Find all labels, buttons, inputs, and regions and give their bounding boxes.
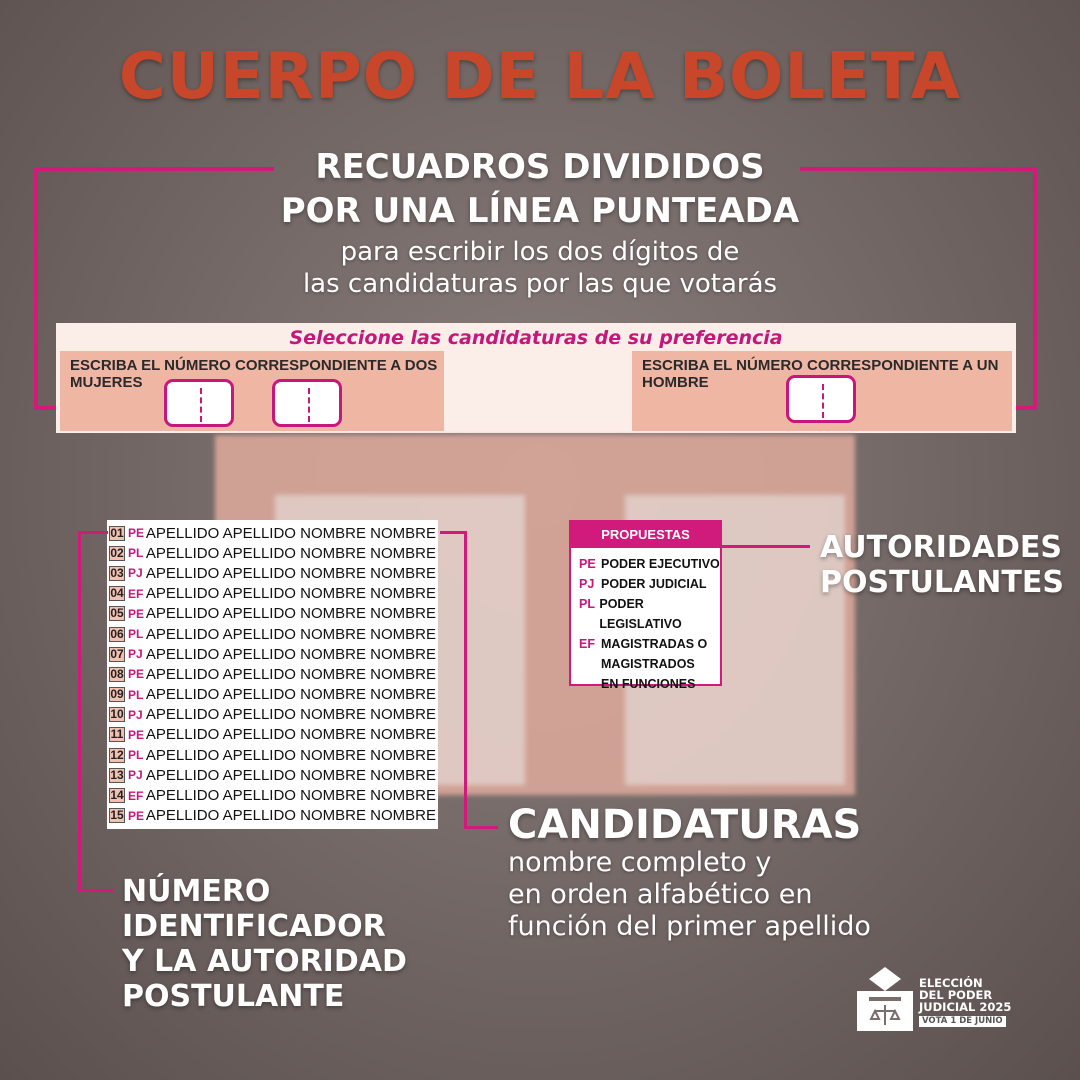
candidate-authority-code: PJ [128,768,143,783]
desc-line: nombre completo y [508,847,772,878]
label-line: NÚMERO [122,874,271,909]
desc-line: en orden alfabético en [508,879,813,910]
election-logo [855,965,1025,1037]
women-label: ESCRIBA EL NÚMERO CORRESPONDIENTE A DOS MUJERES [70,357,438,391]
candidate-row [109,725,436,745]
candidate-number: 09 [110,687,124,702]
propuesta-code [579,654,601,674]
candidate-authority-code: EF [128,586,144,601]
candidate-number: 12 [110,747,124,762]
candidate-row [109,785,436,805]
candidate-authority-code: PE [128,526,145,541]
propuesta-item [571,574,720,594]
candidate-name: APELLIDO APELLIDO NOMBRE NOMBRE [145,706,436,724]
candidate-number: 08 [110,666,124,681]
propuesta-code: EF [579,637,595,651]
candidate-number: 10 [110,707,124,722]
propuesta-text: PODER JUDICIAL [601,577,707,591]
candidaturas-label [508,803,948,943]
candidate-row [109,806,436,826]
candidate-row [109,685,436,705]
candidate-name: APELLIDO APELLIDO NOMBRE NOMBRE [145,585,436,603]
label-line: POSTULANTES [820,565,1064,600]
connector-line [34,167,274,171]
man-label: ESCRIBA EL NÚMERO CORRESPONDIENTE A UN HOMBRE [642,357,999,391]
man-panel [632,351,1012,431]
candidate-row [109,765,436,785]
candidate-authority-code: PJ [128,707,143,722]
ballot-box-icon [855,965,915,1033]
candidate-name: APELLIDO APELLIDO NOMBRE NOMBRE [145,564,436,582]
label-line: AUTORIDADES [820,530,1063,565]
propuesta-code: PE [579,557,596,571]
candidate-name: APELLIDO APELLIDO NOMBRE NOMBRE [145,686,436,704]
logo-text [919,977,1011,1027]
candidate-number: 04 [110,586,124,601]
label-line: POSTULANTE [122,979,345,1014]
connector-line [78,531,108,534]
candidate-number: 03 [110,565,124,580]
propuesta-text: EN FUNCIONES [601,677,696,691]
candidate-row [109,644,436,664]
candidate-name: APELLIDO APELLIDO NOMBRE NOMBRE [145,625,436,643]
candidate-number: 06 [110,626,124,641]
candidate-row [109,584,436,604]
candidate-name: APELLIDO APELLIDO NOMBRE NOMBRE [145,726,436,744]
candidate-number: 14 [110,788,124,803]
women-panel [60,351,444,431]
candidate-name: APELLIDO APELLIDO NOMBRE NOMBRE [145,665,436,683]
digit-box[interactable] [786,375,856,423]
candidate-number: 13 [110,767,124,782]
logo-line: JUDICIAL 2025 [919,1000,1012,1014]
candidate-authority-code: PE [128,667,145,682]
propuesta-text: PODER LEGISLATIVO [599,597,682,631]
digit-box[interactable] [164,379,234,427]
candidate-authority-code: PL [128,627,144,642]
candidate-name: APELLIDO APELLIDO NOMBRE NOMBRE [145,807,436,825]
candidate-row [109,563,436,583]
logo-line: DEL PODER [919,988,993,1002]
candidate-number: 07 [110,646,124,661]
candidate-name: APELLIDO APELLIDO NOMBRE NOMBRE [145,544,436,562]
candidate-name: APELLIDO APELLIDO NOMBRE NOMBRE [145,746,436,764]
propuesta-code [579,674,601,694]
candidate-name: APELLIDO APELLIDO NOMBRE NOMBRE [145,766,436,784]
logo-line: ELECCIÓN [919,976,983,990]
candidate-name: APELLIDO APELLIDO NOMBRE NOMBRE [145,524,436,542]
subtitle-line: las candidaturas por las que votarás [302,269,778,299]
section-subtitle [200,236,880,300]
candidate-name: APELLIDO APELLIDO NOMBRE NOMBRE [145,645,436,663]
candidate-name: APELLIDO APELLIDO NOMBRE NOMBRE [145,787,436,805]
connector-line [464,826,498,829]
autoridades-label [820,530,1064,600]
candidate-row [109,664,436,684]
connector-line [78,531,81,892]
connector-line [1033,167,1037,410]
connector-line [34,167,38,410]
propuesta-text: MAGISTRADOS [601,657,695,671]
propuesta-code: PL [579,597,595,611]
desc-line: función del primer apellido [508,911,871,942]
ballot-strip [56,323,1016,433]
candidate-name: APELLIDO APELLIDO NOMBRE NOMBRE [145,605,436,623]
candidate-authority-code: PJ [128,566,143,581]
digit-box[interactable] [272,379,342,427]
candidate-row [109,745,436,765]
select-instruction: Seleccione las candidaturas de su preferencia [289,327,783,349]
candidate-number: 05 [110,606,124,621]
candidate-row [109,523,436,543]
propuesta-code: PJ [579,577,595,591]
candidate-authority-code: PJ [128,647,143,662]
propuesta-item [571,654,720,674]
propuesta-item [571,674,720,694]
propuesta-item [571,594,720,634]
candidate-authority-code: EF [128,788,144,803]
propuesta-item [571,554,720,574]
logo-tag: VOTA 1 DE JUNIO [919,1016,1006,1027]
connector-line [440,531,467,534]
candidate-row [109,705,436,725]
candidaturas-heading: CANDIDATURAS [508,802,862,848]
candidate-row [109,604,436,624]
candidate-row [109,543,436,563]
candidate-number: 02 [110,545,124,560]
connector-line [722,545,810,548]
candidate-authority-code: PL [128,546,144,561]
propuestas-header: PROPUESTAS [571,522,720,548]
candidate-number: 15 [110,808,124,823]
candidate-number: 01 [110,525,124,540]
candidate-authority-code: PE [128,808,145,823]
propuesta-text: MAGISTRADAS O [601,637,708,651]
candidate-row [109,624,436,644]
candidate-number: 11 [110,727,124,742]
propuestas-list [571,548,720,694]
label-line: Y LA AUTORIDAD [122,944,407,979]
subtitle-line: para escribir los dos dígitos de [340,237,740,267]
connector-line [464,531,467,829]
candidate-authority-code: PE [128,727,145,742]
propuestas-box [569,520,722,691]
page-title: CUERPO DE LA BOLETA [118,40,962,114]
propuesta-item [571,634,720,654]
numero-label [122,874,442,1014]
candidate-list [107,520,438,829]
candidate-authority-code: PL [128,687,144,702]
candidate-authority-code: PE [128,606,145,621]
label-line: IDENTIFICADOR [122,909,386,944]
connector-line [78,889,114,892]
section-heading [240,145,840,233]
heading-line: POR UNA LÍNEA PUNTEADA [280,191,800,231]
heading-line: RECUADROS DIVIDIDOS [315,147,765,187]
propuesta-text: PODER EJECUTIVO [601,557,720,571]
candidate-authority-code: PL [128,748,144,763]
